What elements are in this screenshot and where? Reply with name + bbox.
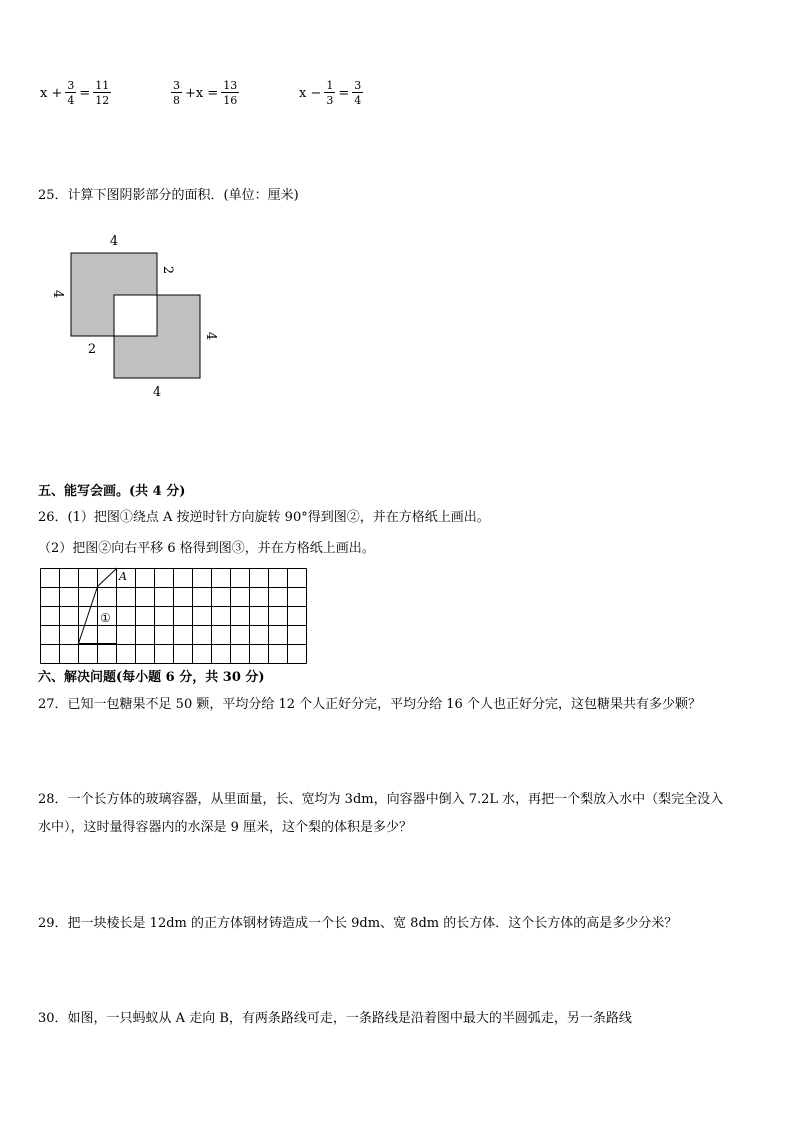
overlap-white-square	[114, 295, 157, 336]
question-28-line-2: 水中），这时量得容器内的水深是 9 厘米，这个梨的体积是多少？	[38, 820, 413, 835]
fraction-numerator: 3	[67, 79, 75, 92]
fraction	[352, 80, 363, 106]
label-top: 4	[109, 234, 119, 249]
equation-text: +x =	[185, 85, 219, 101]
fraction	[65, 80, 76, 106]
equation-text: x +	[40, 85, 63, 101]
question-26-part-1: 26．(1）把图①绕点 A 按逆时针方向旋转 90°得到图②，并在方格纸上画出。	[38, 510, 490, 525]
question-28-line-1: 28．一个长方体的玻璃容器，从里面量，长、宽均为 3dm，向容器中倒入 7.2L 水，再把一个梨放入水中（梨完全没入	[38, 792, 724, 807]
equation-text: =	[79, 85, 91, 101]
fraction-numerator: 1	[326, 79, 334, 92]
point-a-label: A	[119, 570, 127, 583]
fraction-denominator: 12	[95, 94, 110, 107]
fraction-numerator: 3	[354, 79, 362, 92]
equation-3	[297, 80, 364, 106]
label-bottom-left: 2	[87, 342, 97, 357]
question-30: 30．如图，一只蚂蚁从 A 走向 B，有两条路线可走，一条路线是沿着图中最大的半圆弧走，另一条路线	[38, 1011, 632, 1026]
fraction-denominator: 4	[67, 94, 75, 107]
question-25: 25．计算下图阴影部分的面积．(单位：厘米)	[38, 188, 299, 203]
question-26-part-2: （2）把图②向右平移 6 格得到图③，并在方格纸上画出。	[38, 541, 375, 556]
label-right-small: 2	[160, 265, 175, 275]
equation-text: =	[338, 85, 350, 101]
fraction-numerator: 3	[173, 79, 180, 92]
equation-2	[170, 80, 240, 106]
shape-1-label: ①	[100, 611, 111, 625]
label-left: 4	[50, 289, 65, 299]
fraction-numerator: 13	[223, 79, 238, 92]
equation-1	[38, 80, 112, 106]
section-5-title: 五、能写会画。(共 4 分)	[38, 484, 186, 499]
fraction-denominator: 4	[354, 94, 362, 107]
fraction	[171, 80, 182, 106]
question-29: 29．把一块棱长是 12dm 的正方体钢材铸造成一个长 9dm、宽 8dm 的长方体．这个长方体的高是多少分米？	[38, 916, 678, 931]
label-bottom: 4	[152, 385, 162, 400]
fraction	[221, 80, 239, 106]
fraction-denominator: 16	[223, 94, 238, 107]
fraction	[324, 80, 335, 106]
shaded-area-figure	[40, 226, 240, 406]
label-right: 4	[203, 331, 218, 341]
fraction-denominator: 8	[173, 94, 180, 107]
fraction-denominator: 3	[326, 94, 334, 107]
grid-paper	[40, 567, 308, 665]
section-6-title: 六、解决问题(每小题 6 分，共 30 分)	[38, 670, 265, 685]
question-27: 27．已知一包糖果不足 50 颗，平均分给 12 个人正好分完，平均分给 16 个人也正好分完，这包糖果共有多少颗？	[38, 697, 701, 712]
fraction	[93, 80, 111, 106]
fraction-numerator: 11	[95, 79, 110, 92]
equation-text: x −	[299, 85, 322, 101]
